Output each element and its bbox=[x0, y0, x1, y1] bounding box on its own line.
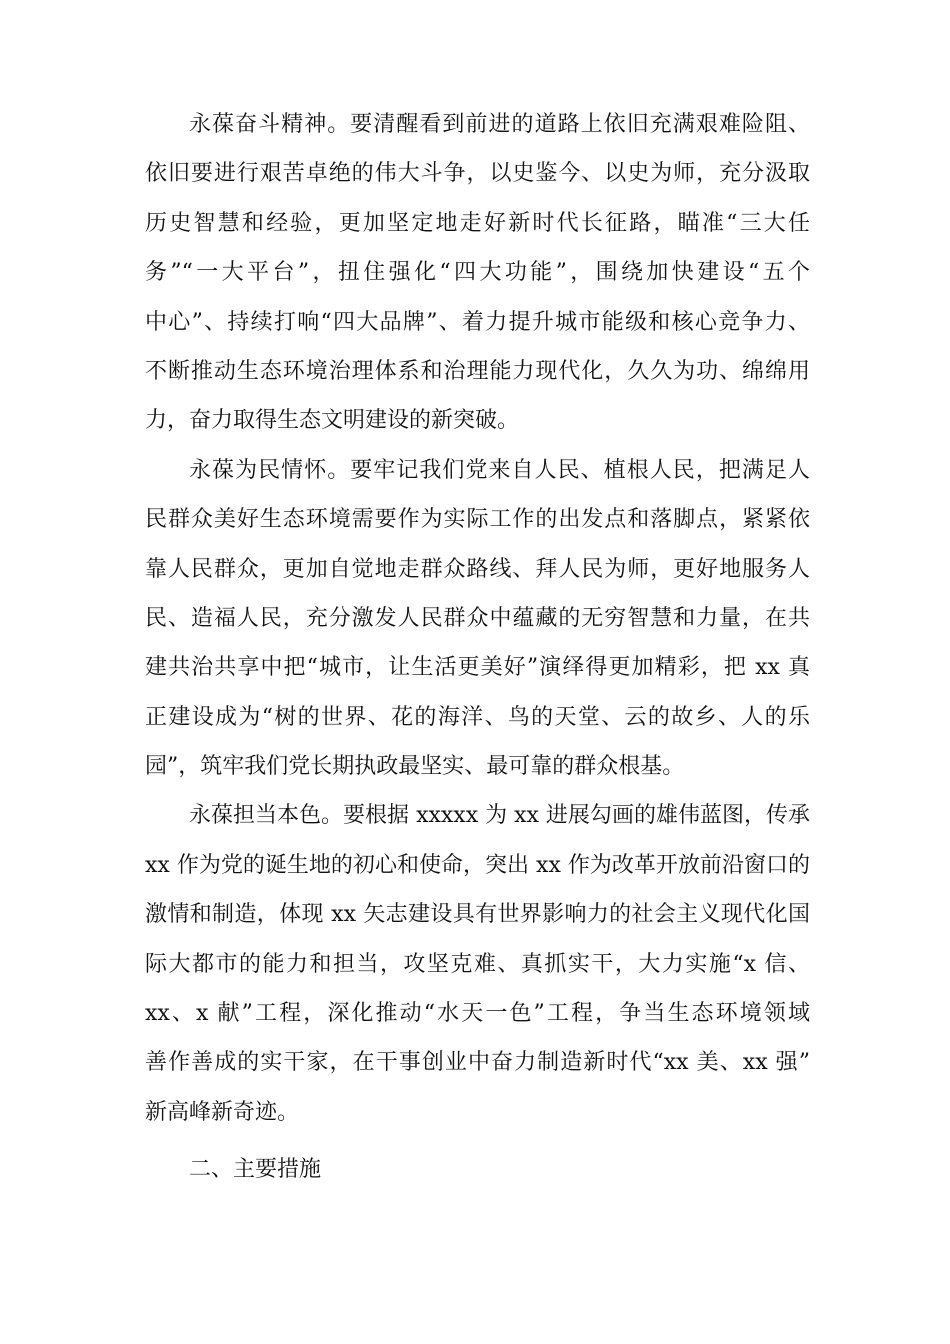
paragraph-line: 历史智慧和经验，更加坚定地走好新时代长征路，瞄准“三大任 bbox=[145, 210, 810, 236]
paragraph-line: 永葆为民情怀。要牢记我们党来自人民、植根人民，把满足人 bbox=[189, 457, 810, 483]
paragraph-line: 际大都市的能力和担当，攻坚克难、真抓实干，大力实施“x 信、 bbox=[145, 951, 810, 977]
paragraph-line: 中心”、持续打响“四大品牌”、着力提升城市能级和核心竞争力、 bbox=[145, 309, 810, 335]
paragraph-line: 永葆担当本色。要根据 xxxxx 为 xx 进展勾画的雄伟蓝图，传承 bbox=[189, 803, 810, 829]
paragraph-line: xx 作为党的诞生地的初心和使命，突出 xx 作为改革开放前沿窗口的 bbox=[145, 852, 810, 878]
paragraph-line: 依旧要进行艰苦卓绝的伟大斗争，以史鉴今、以史为师，充分汲取 bbox=[145, 161, 810, 187]
paragraph-line: 激情和制造，体现 xx 矢志建设具有世界影响力的社会主义现代化国 bbox=[145, 902, 810, 928]
document-body bbox=[145, 100, 810, 1195]
paragraph-line: 永葆奋斗精神。要清醒看到前进的道路上依旧充满艰难险阻、 bbox=[189, 112, 810, 137]
paragraph-line: 不断推动生态环境治理体系和治理能力现代化，久久为功、绵绵用 bbox=[145, 358, 810, 384]
paragraph-line: 民、造福人民，充分激发人民群众中蕴藏的无穷智慧和力量，在共 bbox=[145, 605, 810, 631]
paragraph-line: 善作善成的实干家，在干事创业中奋力制造新时代“xx 美、xx 强” bbox=[145, 1050, 810, 1076]
paragraph-line: 正建设成为“树的世界、花的海洋、鸟的天堂、云的故乡、人的乐 bbox=[145, 704, 810, 730]
paragraph-line: 民群众美好生态环境需要作为实际工作的出发点和落脚点，紧紧依 bbox=[145, 507, 810, 533]
paragraph-striving-spirit bbox=[145, 100, 810, 446]
paragraph-line: 建共治共享中把“城市，让生活更美好”演绎得更加精彩，把 xx 真 bbox=[145, 655, 810, 681]
paragraph-line: 园”，筑牢我们党长期执政最坚实、最可靠的群众根基。 bbox=[145, 754, 685, 780]
paragraph-line: 新高峰新奇迹。 bbox=[145, 1099, 300, 1125]
paragraph-responsibility bbox=[145, 791, 810, 1137]
paragraph-line: 靠人民群众，更加自觉地走群众路线、拜人民为师，更好地服务人 bbox=[145, 556, 810, 582]
paragraph-line: xx、x 献”工程，深化推动“水天一色”工程，争当生态环境领域 bbox=[145, 1001, 810, 1027]
paragraph-people-sentiment bbox=[145, 446, 810, 792]
section-heading: 二、主要措施 bbox=[189, 1157, 322, 1183]
paragraph-line: 力，奋力取得生态文明建设的新突破。 bbox=[145, 408, 520, 434]
paragraph-line: 务”“一大平台”，扭住强化“四大功能”，围绕加快建设“五个 bbox=[145, 260, 810, 286]
